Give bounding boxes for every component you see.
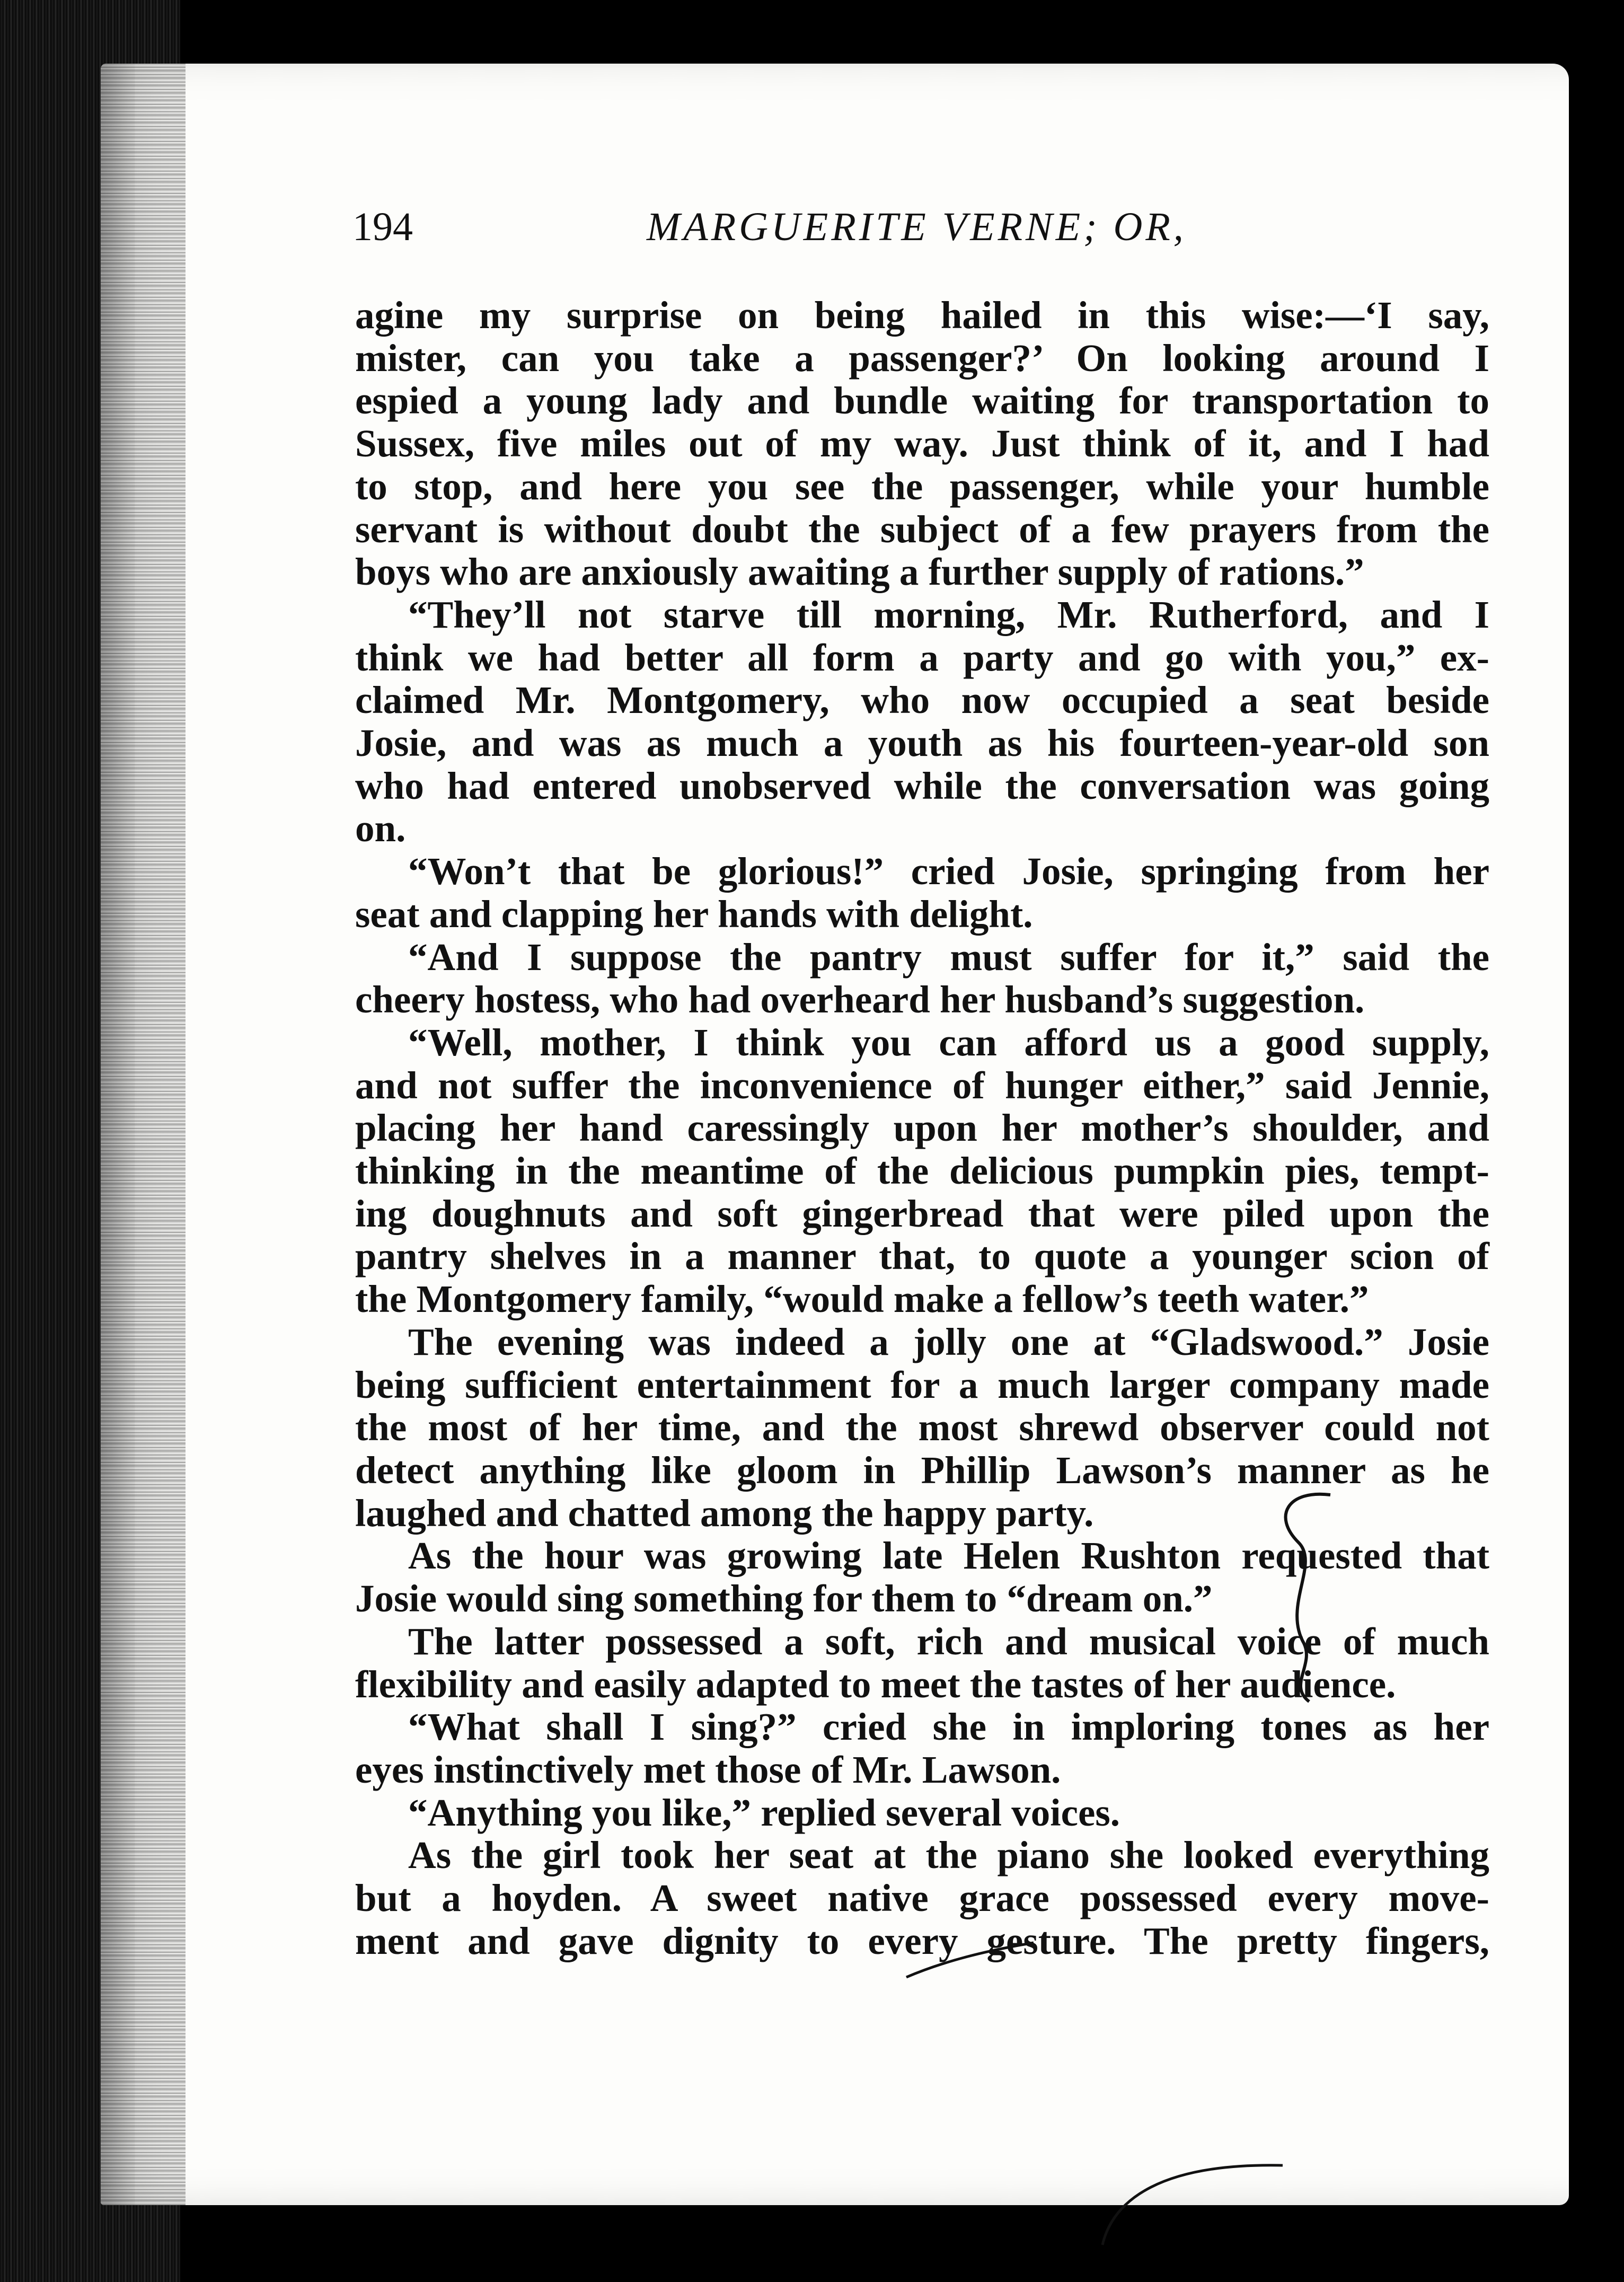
text-line: who had entered unobserved while the conversation was going [355,764,1489,807]
text-line: to stop, and here you see the passenger, while your humble [355,464,1489,508]
text-line: Josie would sing something for them to “dream on.” [355,1577,1213,1620]
text-line: Sussex, five miles out of my way. Just think of it, and I had [355,422,1489,465]
text-line: pantry shelves in a manner that, to quote a younger scion of [355,1235,1489,1278]
text-line: ment and gave dignity to every gesture. The pretty fingers, [355,1919,1489,1962]
text-line: espied a young lady and bundle waiting for transportation to [355,379,1489,422]
text-line: mister, can you take a passenger?’ On looking around I [355,336,1489,380]
scanner-right-edge [1566,0,1624,2282]
text-line: boys who are anxiously awaiting a further supply of rations.” [355,550,1364,594]
pencil-curve-mark [1097,2142,1288,2248]
page-header [352,204,1484,252]
text-line: being sufficient entertainment for a much larger company made [355,1363,1489,1406]
text-line: As the hour was growing late Helen Rushton requested that [408,1534,1489,1578]
text-line: on. [355,807,406,850]
text-line: servant is without doubt the subject of a few prayers from the [355,507,1489,551]
text-line: cheery hostess, who had overheard her husband’s suggestion. [355,978,1365,1021]
text-line: detect anything like gloom in Phillip Lawson’s manner as he [355,1448,1489,1492]
text-line: claimed Mr. Montgomery, who now occupied a seat beside [355,679,1489,722]
text-line: As the girl took her seat at the piano she looked everything [408,1834,1489,1877]
text-line: The latter possessed a soft, rich and musical voice of much [408,1619,1489,1663]
text-line: flexibility and easily adapted to meet the tastes of her audience. [355,1662,1396,1706]
text-line: Josie, and was as much a youth as his fourteen-year-old son [355,721,1489,765]
text-line: laughed and chatted among the happy party. [355,1491,1094,1535]
text-line: agine my surprise on being hailed in this wise:—‘I say, [355,294,1489,337]
text-line: the Montgomery family, “would make a fellow’s teeth water.” [355,1277,1369,1321]
text-line: but a hoyden. A sweet native grace possessed every move- [355,1876,1489,1920]
text-line: the most of her time, and the most shrewd observer could not [355,1406,1489,1449]
text-line: The evening was indeed a jolly one at “Gladswood.” Josie [408,1320,1489,1363]
text-line: thinking in the meantime of the delicious pumpkin pies, tempt- [355,1149,1489,1193]
pencil-underline-mark [901,1940,1039,1983]
text-line: and not suffer the inconvenience of hunger either,” said Jennie, [355,1063,1489,1107]
pencil-bracket-mark [1267,1484,1357,1707]
page-gutter-shadow [101,64,186,2205]
text-line: “Well, mother, I think you can afford us a good supply, [408,1020,1489,1064]
text-line: “Anything you like,” replied several voices. [408,1791,1120,1834]
text-line: “Won’t that be glorious!” cried Josie, springing from her [408,850,1489,893]
page-number: 194 [352,205,413,249]
text-line: eyes instinctively met those of Mr. Lawson. [355,1748,1061,1791]
running-head: MARGUERITE VERNE; OR, [647,205,1187,249]
text-line: “They’ll not starve till morning, Mr. Rutherford, and I [408,593,1489,636]
text-line: “What shall I sing?” cried she in imploring tones as her [408,1705,1489,1749]
text-line: “And I suppose the pantry must suffer for it,” said the [408,935,1489,979]
text-line: ing doughnuts and soft gingerbread that were piled upon the [355,1192,1489,1235]
text-line: think we had better all form a party and go with you,” ex- [355,636,1489,679]
text-line: seat and clapping her hands with delight. [355,892,1033,936]
text-line: placing her hand caressingly upon her mother’s shoulder, and [355,1106,1489,1150]
page-body-text [355,294,1489,1962]
